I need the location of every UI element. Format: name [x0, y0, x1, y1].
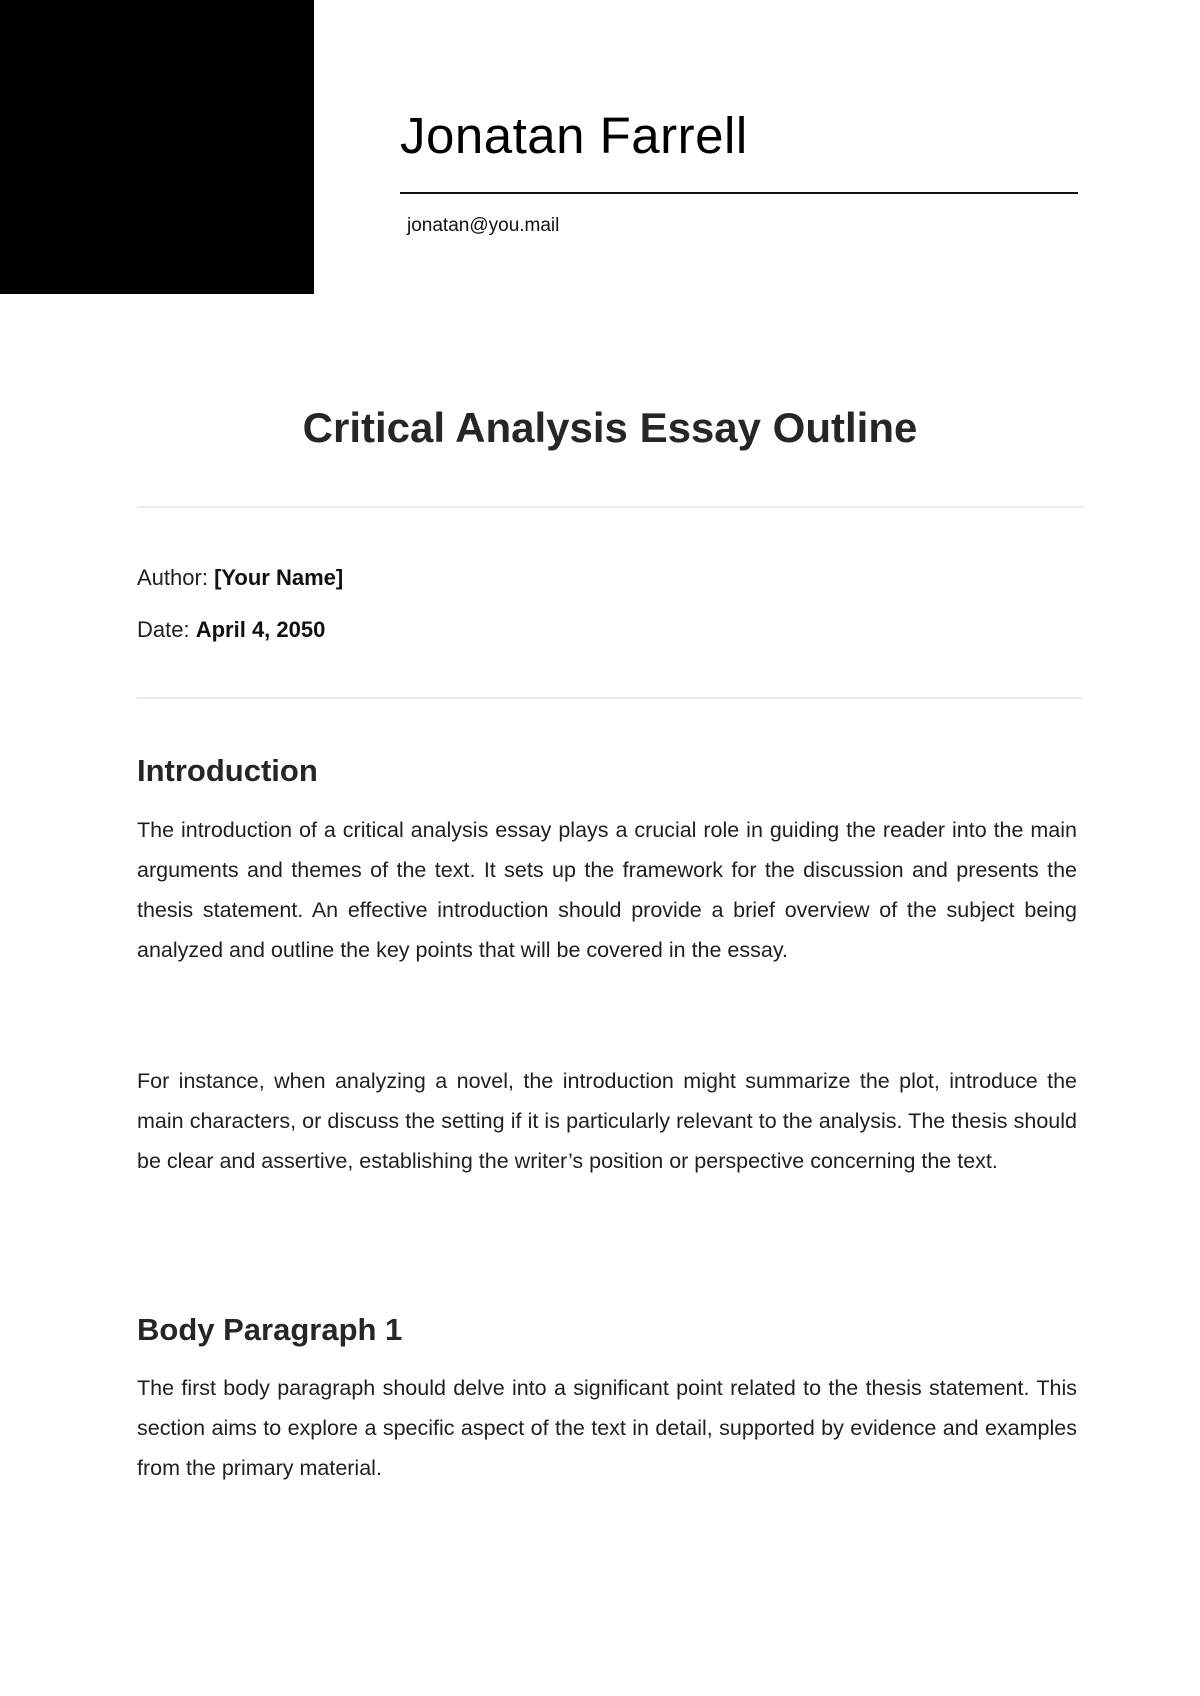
date-label: Date:: [137, 617, 190, 642]
meta-divider: [137, 697, 1083, 699]
body-paragraph-1-text: The first body paragraph should delve into a significant point related to the thesis statement. This section aims to explore a specific aspect of the text in detail, supported by evidence and examples from the primary material.: [137, 1376, 1077, 1480]
author-value: [Your Name]: [214, 565, 344, 590]
introduction-paragraph-1: The introduction of a critical analysis essay plays a crucial role in guiding the reader into the main arguments and themes of the text. It sets up the framework for the discussion and presents the thesis statement. An effective introduction should provide a brief overview of the subject being analyzed and outline the key points that will be covered in the essay.: [137, 818, 1077, 962]
document-title: Critical Analysis Essay Outline: [302, 404, 918, 451]
header-email: jonatan@you.mail: [407, 215, 560, 236]
header-black-block: [0, 0, 314, 294]
title-divider: [137, 506, 1083, 508]
section-heading-body-paragraph-1: Body Paragraph 1: [137, 1312, 403, 1347]
header-divider: [400, 192, 1078, 194]
author-label: Author:: [137, 565, 208, 590]
header-name: Jonatan Farrell: [400, 107, 748, 164]
section-heading-introduction: Introduction: [137, 753, 318, 788]
author-line: [137, 565, 343, 591]
date-line: [137, 617, 325, 643]
date-value: April 4, 2050: [195, 617, 326, 642]
introduction-paragraph-2: For instance, when analyzing a novel, the introduction might summarize the plot, introduce the main characters, or discuss the setting if it is particularly relevant to the analysis. The thesis should be clear and assertive, establishing the writer’s position or perspective concerning the text.: [137, 1069, 1077, 1173]
